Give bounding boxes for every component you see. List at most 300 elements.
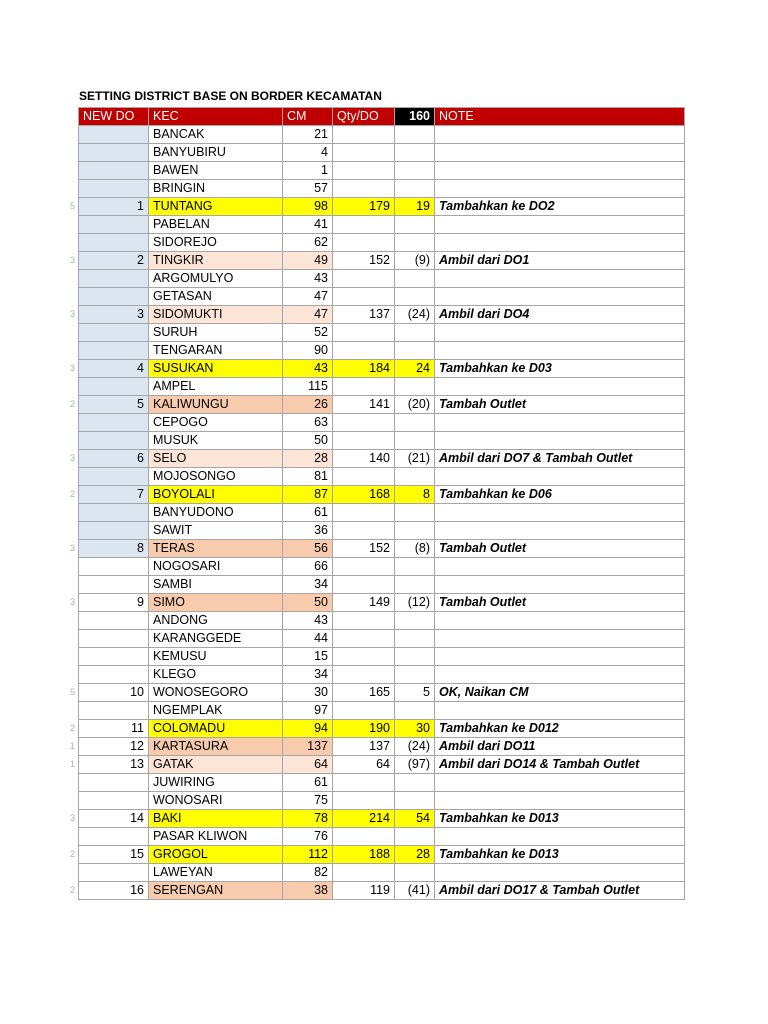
- cm-cell[interactable]: 44: [283, 630, 333, 648]
- header-kec[interactable]: KEC: [149, 108, 283, 126]
- kec-cell[interactable]: KALIWUNGU: [149, 396, 283, 414]
- qty-cell[interactable]: [333, 612, 395, 630]
- diff-cell[interactable]: 8: [395, 486, 435, 504]
- note-cell[interactable]: OK, Naikan CM: [435, 684, 685, 702]
- do-cell[interactable]: [79, 270, 149, 288]
- diff-cell[interactable]: (20): [395, 396, 435, 414]
- diff-cell[interactable]: (12): [395, 594, 435, 612]
- cm-cell[interactable]: 4: [283, 144, 333, 162]
- cm-cell[interactable]: 47: [283, 288, 333, 306]
- qty-cell[interactable]: 190: [333, 720, 395, 738]
- kec-cell[interactable]: BANYUDONO: [149, 504, 283, 522]
- cm-cell[interactable]: 90: [283, 342, 333, 360]
- do-cell[interactable]: [79, 792, 149, 810]
- diff-cell[interactable]: [395, 324, 435, 342]
- qty-cell[interactable]: 140: [333, 450, 395, 468]
- qty-cell[interactable]: [333, 162, 395, 180]
- diff-cell[interactable]: [395, 828, 435, 846]
- qty-cell[interactable]: [333, 864, 395, 882]
- diff-cell[interactable]: [395, 558, 435, 576]
- qty-cell[interactable]: [333, 270, 395, 288]
- qty-cell[interactable]: [333, 432, 395, 450]
- kec-cell[interactable]: LAWEYAN: [149, 864, 283, 882]
- do-cell[interactable]: [79, 144, 149, 162]
- do-cell[interactable]: [79, 558, 149, 576]
- diff-cell[interactable]: [395, 288, 435, 306]
- diff-cell[interactable]: [395, 270, 435, 288]
- kec-cell[interactable]: SERENGAN: [149, 882, 283, 900]
- qty-cell[interactable]: [333, 558, 395, 576]
- do-cell[interactable]: [79, 774, 149, 792]
- cm-cell[interactable]: 98: [283, 198, 333, 216]
- qty-cell[interactable]: 184: [333, 360, 395, 378]
- qty-cell[interactable]: 119: [333, 882, 395, 900]
- qty-cell[interactable]: [333, 648, 395, 666]
- qty-cell[interactable]: [333, 468, 395, 486]
- kec-cell[interactable]: WONOSEGORO: [149, 684, 283, 702]
- kec-cell[interactable]: BANYUBIRU: [149, 144, 283, 162]
- note-cell[interactable]: [435, 468, 685, 486]
- cm-cell[interactable]: 49: [283, 252, 333, 270]
- note-cell[interactable]: [435, 324, 685, 342]
- qty-cell[interactable]: 137: [333, 738, 395, 756]
- do-cell[interactable]: [79, 828, 149, 846]
- note-cell[interactable]: Ambil dari DO7 & Tambah Outlet: [435, 450, 685, 468]
- qty-cell[interactable]: 137: [333, 306, 395, 324]
- do-cell[interactable]: 10: [79, 684, 149, 702]
- note-cell[interactable]: Ambil dari DO14 & Tambah Outlet: [435, 756, 685, 774]
- qty-cell[interactable]: [333, 522, 395, 540]
- note-cell[interactable]: Ambil dari DO4: [435, 306, 685, 324]
- qty-cell[interactable]: 168: [333, 486, 395, 504]
- row-count-marker: 3: [70, 812, 76, 823]
- do-cell[interactable]: [79, 162, 149, 180]
- diff-cell[interactable]: 28: [395, 846, 435, 864]
- cm-cell[interactable]: 137: [283, 738, 333, 756]
- table-row: [79, 198, 685, 216]
- cm-cell[interactable]: 26: [283, 396, 333, 414]
- table-row: [79, 180, 685, 198]
- kec-cell[interactable]: TENGARAN: [149, 342, 283, 360]
- diff-cell[interactable]: [395, 378, 435, 396]
- kec-cell[interactable]: BAWEN: [149, 162, 283, 180]
- note-cell[interactable]: [435, 864, 685, 882]
- qty-cell[interactable]: [333, 126, 395, 144]
- kec-cell[interactable]: TERAS: [149, 540, 283, 558]
- do-cell[interactable]: 11: [79, 720, 149, 738]
- cm-cell[interactable]: 82: [283, 864, 333, 882]
- qty-cell[interactable]: [333, 144, 395, 162]
- diff-cell[interactable]: 30: [395, 720, 435, 738]
- kec-cell[interactable]: SAMBI: [149, 576, 283, 594]
- do-cell[interactable]: [79, 630, 149, 648]
- do-cell[interactable]: [79, 126, 149, 144]
- kec-cell[interactable]: JUWIRING: [149, 774, 283, 792]
- cm-cell[interactable]: 57: [283, 180, 333, 198]
- cm-cell[interactable]: 30: [283, 684, 333, 702]
- diff-cell[interactable]: (41): [395, 882, 435, 900]
- diff-cell[interactable]: (8): [395, 540, 435, 558]
- diff-cell[interactable]: [395, 522, 435, 540]
- note-cell[interactable]: [435, 432, 685, 450]
- note-cell[interactable]: [435, 216, 685, 234]
- do-cell[interactable]: 12: [79, 738, 149, 756]
- note-cell[interactable]: [435, 774, 685, 792]
- kec-cell[interactable]: BAKI: [149, 810, 283, 828]
- diff-cell[interactable]: [395, 162, 435, 180]
- cm-cell[interactable]: 43: [283, 360, 333, 378]
- do-cell[interactable]: 15: [79, 846, 149, 864]
- table-row: [79, 648, 685, 666]
- diff-cell[interactable]: [395, 504, 435, 522]
- do-cell[interactable]: 13: [79, 756, 149, 774]
- kec-cell[interactable]: SUSUKAN: [149, 360, 283, 378]
- table-row: [79, 306, 685, 324]
- do-cell[interactable]: [79, 216, 149, 234]
- kec-cell[interactable]: SAWIT: [149, 522, 283, 540]
- cm-cell[interactable]: 43: [283, 612, 333, 630]
- table-row: [79, 126, 685, 144]
- header-cm[interactable]: CM: [283, 108, 333, 126]
- note-cell[interactable]: [435, 828, 685, 846]
- qty-cell[interactable]: [333, 702, 395, 720]
- table-row: [79, 702, 685, 720]
- diff-cell[interactable]: [395, 612, 435, 630]
- kec-cell[interactable]: SIDOMUKTI: [149, 306, 283, 324]
- kec-cell[interactable]: BRINGIN: [149, 180, 283, 198]
- table-row: [79, 882, 685, 900]
- diff-cell[interactable]: [395, 576, 435, 594]
- diff-cell[interactable]: [395, 648, 435, 666]
- table-row: [79, 270, 685, 288]
- note-cell[interactable]: [435, 576, 685, 594]
- kec-cell[interactable]: GETASAN: [149, 288, 283, 306]
- row-count-marker: 5: [70, 686, 76, 697]
- do-cell[interactable]: [79, 576, 149, 594]
- note-cell[interactable]: [435, 288, 685, 306]
- cm-cell[interactable]: 36: [283, 522, 333, 540]
- table-row: [79, 792, 685, 810]
- cm-cell[interactable]: 47: [283, 306, 333, 324]
- note-cell[interactable]: Ambil dari DO1: [435, 252, 685, 270]
- note-cell[interactable]: [435, 378, 685, 396]
- row-count-marker: 3: [70, 254, 76, 265]
- cm-cell[interactable]: 76: [283, 828, 333, 846]
- table-row: [79, 360, 685, 378]
- cm-cell[interactable]: 62: [283, 234, 333, 252]
- table-row: [79, 288, 685, 306]
- header-row: [79, 108, 685, 126]
- qty-cell[interactable]: [333, 342, 395, 360]
- do-cell[interactable]: 1: [79, 198, 149, 216]
- note-cell[interactable]: [435, 270, 685, 288]
- qty-cell[interactable]: [333, 576, 395, 594]
- note-cell[interactable]: [435, 702, 685, 720]
- diff-cell[interactable]: 54: [395, 810, 435, 828]
- qty-cell[interactable]: 214: [333, 810, 395, 828]
- note-cell[interactable]: [435, 666, 685, 684]
- do-cell[interactable]: 3: [79, 306, 149, 324]
- diff-cell[interactable]: [395, 468, 435, 486]
- cm-cell[interactable]: 87: [283, 486, 333, 504]
- header-qty-do[interactable]: Qty/DO: [333, 108, 395, 126]
- do-cell[interactable]: 4: [79, 360, 149, 378]
- kec-cell[interactable]: NGEMPLAK: [149, 702, 283, 720]
- qty-cell[interactable]: [333, 234, 395, 252]
- row-count-marker: 2: [70, 722, 76, 733]
- do-cell[interactable]: [79, 288, 149, 306]
- diff-cell[interactable]: [395, 792, 435, 810]
- kec-cell[interactable]: SELO: [149, 450, 283, 468]
- do-cell[interactable]: 9: [79, 594, 149, 612]
- qty-cell[interactable]: [333, 180, 395, 198]
- note-cell[interactable]: Tambah Outlet: [435, 594, 685, 612]
- kec-cell[interactable]: KARTASURA: [149, 738, 283, 756]
- diff-cell[interactable]: [395, 414, 435, 432]
- cm-cell[interactable]: 61: [283, 504, 333, 522]
- cm-cell[interactable]: 63: [283, 414, 333, 432]
- table-row: [79, 216, 685, 234]
- cm-cell[interactable]: 52: [283, 324, 333, 342]
- table-body: [79, 126, 685, 900]
- cm-cell[interactable]: 112: [283, 846, 333, 864]
- diff-cell[interactable]: [395, 702, 435, 720]
- note-cell[interactable]: [435, 234, 685, 252]
- do-cell[interactable]: [79, 702, 149, 720]
- diff-cell[interactable]: [395, 234, 435, 252]
- diff-cell[interactable]: [395, 144, 435, 162]
- diff-cell[interactable]: (24): [395, 306, 435, 324]
- table-row: [79, 162, 685, 180]
- diff-cell[interactable]: 19: [395, 198, 435, 216]
- cm-cell[interactable]: 34: [283, 666, 333, 684]
- note-cell[interactable]: [435, 630, 685, 648]
- table-row: [79, 630, 685, 648]
- qty-cell[interactable]: [333, 666, 395, 684]
- header-note[interactable]: NOTE: [435, 108, 685, 126]
- cm-cell[interactable]: 15: [283, 648, 333, 666]
- qty-cell[interactable]: [333, 378, 395, 396]
- header-new-do[interactable]: NEW DO: [79, 108, 149, 126]
- diff-cell[interactable]: [395, 216, 435, 234]
- diff-cell[interactable]: (21): [395, 450, 435, 468]
- do-cell[interactable]: 14: [79, 810, 149, 828]
- row-count-marker: 3: [70, 596, 76, 607]
- qty-cell[interactable]: 152: [333, 540, 395, 558]
- cm-cell[interactable]: 81: [283, 468, 333, 486]
- cm-cell[interactable]: 64: [283, 756, 333, 774]
- table-row: [79, 684, 685, 702]
- diff-cell[interactable]: [395, 180, 435, 198]
- table-row: [79, 144, 685, 162]
- cm-cell[interactable]: 56: [283, 540, 333, 558]
- do-cell[interactable]: [79, 504, 149, 522]
- kec-cell[interactable]: SURUH: [149, 324, 283, 342]
- cm-cell[interactable]: 115: [283, 378, 333, 396]
- note-cell[interactable]: Tambahkan ke D013: [435, 846, 685, 864]
- qty-cell[interactable]: [333, 630, 395, 648]
- qty-cell[interactable]: 152: [333, 252, 395, 270]
- kec-cell[interactable]: MOJOSONGO: [149, 468, 283, 486]
- note-cell[interactable]: Tambah Outlet: [435, 540, 685, 558]
- cm-cell[interactable]: 38: [283, 882, 333, 900]
- cm-cell[interactable]: 1: [283, 162, 333, 180]
- row-count-marker: 3: [70, 452, 76, 463]
- kec-cell[interactable]: WONOSARI: [149, 792, 283, 810]
- diff-cell[interactable]: [395, 630, 435, 648]
- header-target-qty[interactable]: 160: [395, 108, 435, 126]
- kec-cell[interactable]: NOGOSARI: [149, 558, 283, 576]
- do-cell[interactable]: [79, 234, 149, 252]
- note-cell[interactable]: [435, 144, 685, 162]
- do-cell[interactable]: [79, 666, 149, 684]
- do-cell[interactable]: 16: [79, 882, 149, 900]
- cm-cell[interactable]: 43: [283, 270, 333, 288]
- cm-cell[interactable]: 34: [283, 576, 333, 594]
- kec-cell[interactable]: GATAK: [149, 756, 283, 774]
- qty-cell[interactable]: [333, 414, 395, 432]
- diff-cell[interactable]: 24: [395, 360, 435, 378]
- kec-cell[interactable]: MUSUK: [149, 432, 283, 450]
- note-cell[interactable]: [435, 342, 685, 360]
- row-count-marker: 3: [70, 362, 76, 373]
- qty-cell[interactable]: [333, 324, 395, 342]
- kec-cell[interactable]: ARGOMULYO: [149, 270, 283, 288]
- note-cell[interactable]: [435, 414, 685, 432]
- note-cell[interactable]: Tambahkan ke D03: [435, 360, 685, 378]
- qty-cell[interactable]: 141: [333, 396, 395, 414]
- do-cell[interactable]: [79, 648, 149, 666]
- kec-cell[interactable]: TUNTANG: [149, 198, 283, 216]
- do-cell[interactable]: [79, 378, 149, 396]
- do-cell[interactable]: [79, 468, 149, 486]
- table-row: [79, 594, 685, 612]
- do-cell[interactable]: 7: [79, 486, 149, 504]
- do-cell[interactable]: [79, 864, 149, 882]
- do-cell[interactable]: [79, 342, 149, 360]
- table-row: [79, 612, 685, 630]
- do-cell[interactable]: 5: [79, 396, 149, 414]
- cm-cell[interactable]: 61: [283, 774, 333, 792]
- cm-cell[interactable]: 94: [283, 720, 333, 738]
- cm-cell[interactable]: 75: [283, 792, 333, 810]
- note-cell[interactable]: Tambahkan ke DO2: [435, 198, 685, 216]
- cm-cell[interactable]: 97: [283, 702, 333, 720]
- kec-cell[interactable]: ANDONG: [149, 612, 283, 630]
- do-cell[interactable]: 6: [79, 450, 149, 468]
- do-cell[interactable]: [79, 432, 149, 450]
- kec-cell[interactable]: GROGOL: [149, 846, 283, 864]
- kec-cell[interactable]: SIDOREJO: [149, 234, 283, 252]
- note-cell[interactable]: [435, 558, 685, 576]
- kec-cell[interactable]: COLOMADU: [149, 720, 283, 738]
- diff-cell[interactable]: [395, 774, 435, 792]
- diff-cell[interactable]: [395, 432, 435, 450]
- diff-cell[interactable]: [395, 342, 435, 360]
- qty-cell[interactable]: [333, 288, 395, 306]
- kec-cell[interactable]: KARANGGEDE: [149, 630, 283, 648]
- cm-cell[interactable]: 66: [283, 558, 333, 576]
- cm-cell[interactable]: 28: [283, 450, 333, 468]
- do-cell[interactable]: [79, 522, 149, 540]
- diff-cell[interactable]: (9): [395, 252, 435, 270]
- qty-cell[interactable]: 188: [333, 846, 395, 864]
- table-row: [79, 324, 685, 342]
- kec-cell[interactable]: BANCAK: [149, 126, 283, 144]
- cm-cell[interactable]: 50: [283, 594, 333, 612]
- cm-cell[interactable]: 78: [283, 810, 333, 828]
- table-row: [79, 666, 685, 684]
- do-cell[interactable]: 8: [79, 540, 149, 558]
- row-count-marker: 1: [70, 740, 76, 751]
- qty-cell[interactable]: [333, 792, 395, 810]
- diff-cell[interactable]: [395, 126, 435, 144]
- do-cell[interactable]: [79, 324, 149, 342]
- cm-cell[interactable]: 21: [283, 126, 333, 144]
- note-cell[interactable]: [435, 126, 685, 144]
- kec-cell[interactable]: PASAR KLIWON: [149, 828, 283, 846]
- row-count-marker: 2: [70, 884, 76, 895]
- note-cell[interactable]: [435, 504, 685, 522]
- cm-cell[interactable]: 50: [283, 432, 333, 450]
- do-cell[interactable]: [79, 414, 149, 432]
- cm-cell[interactable]: 41: [283, 216, 333, 234]
- do-cell[interactable]: [79, 612, 149, 630]
- note-cell[interactable]: Tambah Outlet: [435, 396, 685, 414]
- table-row: [79, 450, 685, 468]
- diff-cell[interactable]: [395, 864, 435, 882]
- note-cell[interactable]: [435, 612, 685, 630]
- table-row: [79, 414, 685, 432]
- kec-cell[interactable]: TINGKIR: [149, 252, 283, 270]
- kec-cell[interactable]: KEMUSU: [149, 648, 283, 666]
- diff-cell[interactable]: 5: [395, 684, 435, 702]
- kec-cell[interactable]: BOYOLALI: [149, 486, 283, 504]
- kec-cell[interactable]: PABELAN: [149, 216, 283, 234]
- note-cell[interactable]: Ambil dari DO11: [435, 738, 685, 756]
- qty-cell[interactable]: 64: [333, 756, 395, 774]
- qty-cell[interactable]: 179: [333, 198, 395, 216]
- note-cell[interactable]: Tambahkan ke D06: [435, 486, 685, 504]
- kec-cell[interactable]: CEPOGO: [149, 414, 283, 432]
- district-table: [78, 107, 685, 900]
- qty-cell[interactable]: [333, 774, 395, 792]
- kec-cell[interactable]: KLEGO: [149, 666, 283, 684]
- kec-cell[interactable]: SIMO: [149, 594, 283, 612]
- note-cell[interactable]: [435, 180, 685, 198]
- note-cell[interactable]: [435, 648, 685, 666]
- note-cell[interactable]: [435, 522, 685, 540]
- qty-cell[interactable]: [333, 828, 395, 846]
- note-cell[interactable]: [435, 162, 685, 180]
- do-cell[interactable]: 2: [79, 252, 149, 270]
- diff-cell[interactable]: (97): [395, 756, 435, 774]
- table-row: [79, 486, 685, 504]
- note-cell[interactable]: [435, 792, 685, 810]
- diff-cell[interactable]: [395, 666, 435, 684]
- table-row: [79, 738, 685, 756]
- do-cell[interactable]: [79, 180, 149, 198]
- diff-cell[interactable]: (24): [395, 738, 435, 756]
- note-cell[interactable]: Ambil dari DO17 & Tambah Outlet: [435, 882, 685, 900]
- qty-cell[interactable]: 149: [333, 594, 395, 612]
- qty-cell[interactable]: 165: [333, 684, 395, 702]
- note-cell[interactable]: Tambahkan ke D013: [435, 810, 685, 828]
- kec-cell[interactable]: AMPEL: [149, 378, 283, 396]
- note-cell[interactable]: Tambahkan ke D012: [435, 720, 685, 738]
- qty-cell[interactable]: [333, 216, 395, 234]
- qty-cell[interactable]: [333, 504, 395, 522]
